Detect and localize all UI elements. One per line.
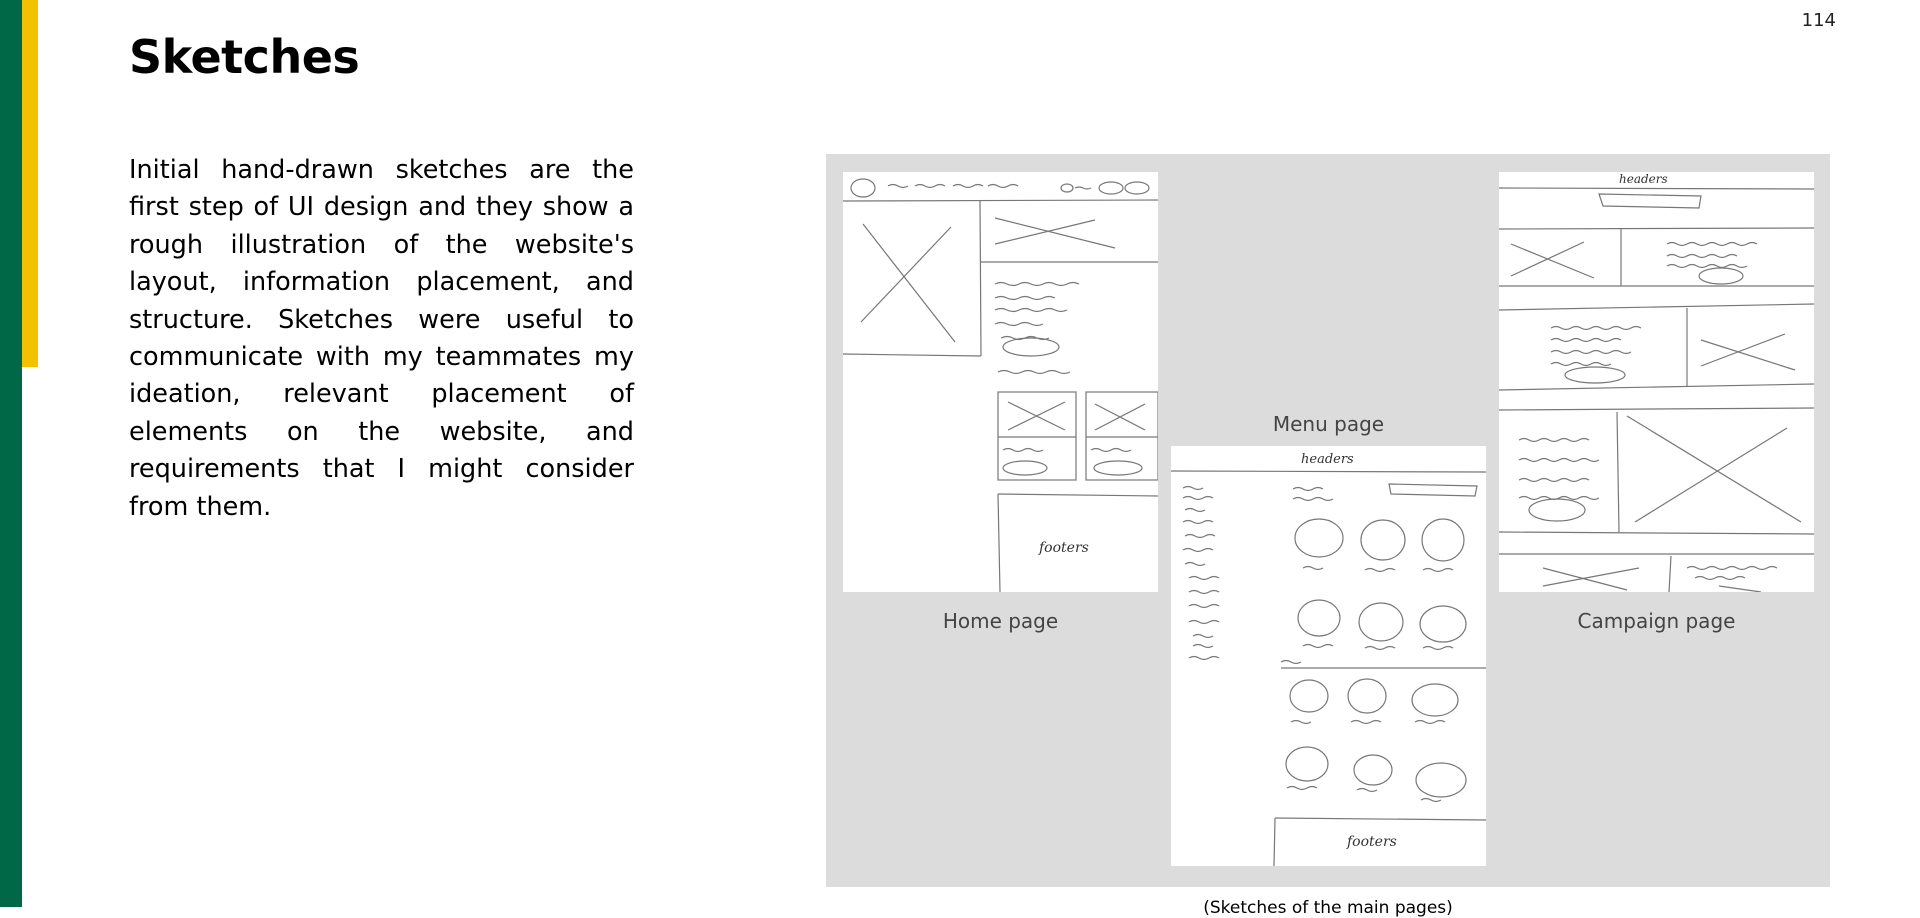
menu-page-sketch-drawing <box>1171 446 1486 866</box>
menu-header-label: headers <box>1301 452 1354 467</box>
campaign-page-caption: Campaign page <box>1577 609 1736 633</box>
campaign-header-label: headers <box>1619 172 1668 186</box>
home-page-sketch <box>843 172 1158 592</box>
home-footer-label: footers <box>1039 540 1089 556</box>
sketch-gallery <box>826 154 1830 887</box>
campaign-page-sketch-drawing <box>1499 172 1814 592</box>
left-accent-bar-green <box>0 0 22 907</box>
page-title: Sketches <box>129 30 360 84</box>
body-paragraph: Initial hand-drawn sketches are the first step of UI design and they show a rough illustration of the website's layout, information placement, and structure. Sketches were useful to communicate with my teammates my ideation, relevant placement of elements on the website, and requirements that I might consider from them. <box>129 155 634 522</box>
home-page-caption: Home page <box>942 609 1059 633</box>
campaign-page-sketch <box>1499 172 1814 592</box>
menu-page-caption: Menu page <box>1272 412 1385 436</box>
menu-page-sketch <box>1171 446 1486 866</box>
menu-footer-label: footers <box>1347 834 1397 850</box>
left-accent-bar-yellow <box>22 0 38 367</box>
page-number: 114 <box>1801 10 1836 31</box>
home-page-sketch-drawing <box>843 172 1158 592</box>
figure-caption: (Sketches of the main pages) <box>1203 898 1453 918</box>
